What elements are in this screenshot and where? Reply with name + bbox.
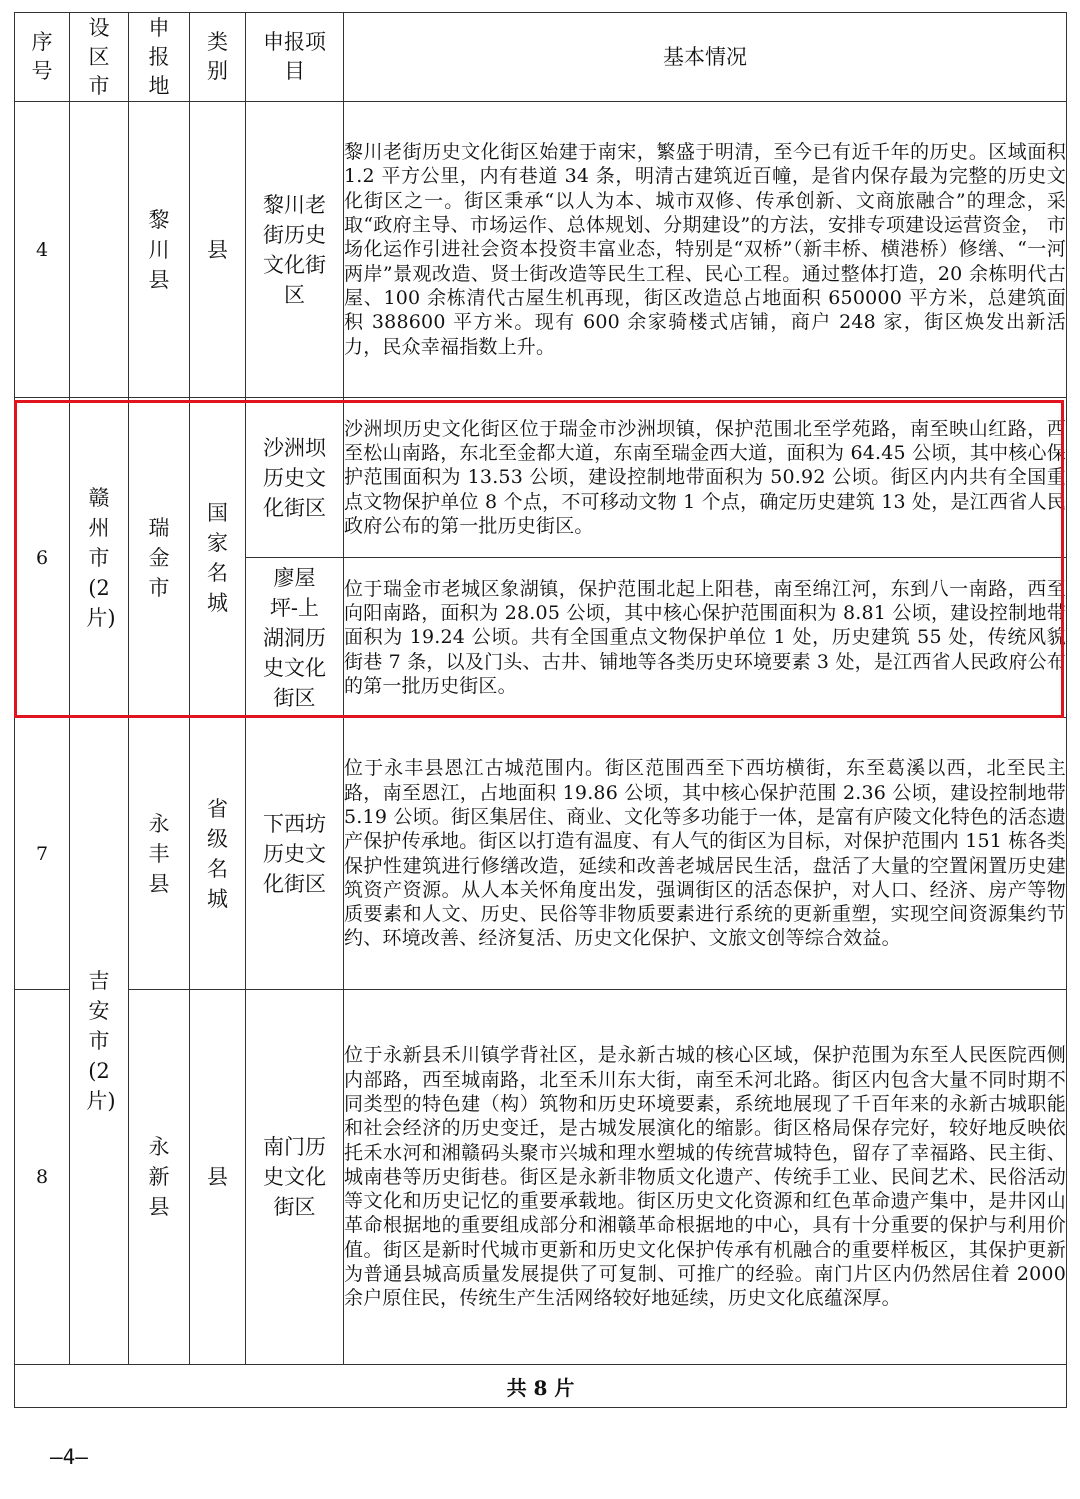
header-city: 设区市	[70, 13, 129, 102]
cell-description: 沙洲坝历史文化街区位于瑞金市沙洲坝镇，保护范围北至学苑路，南至映山红路，西至松山南路，东北至金都大道，东南至瑞金西大道，面积为 64.45 公顷，其中核心保护范围面积为 13.53 公顷，建设控制地带面积为 50.92 公顷。街区内内共有全国重点文物保护单位 8 个点，不可移动文物 1 个点，确定历史建筑 13 处，是江西省人民政府公布的第一批历史街区。	[344, 398, 1067, 558]
cell-city-empty	[70, 102, 129, 398]
cell-description: 黎川老街历史文化街区始建于南宋，繁盛于明清，至今已有近千年的历史。区域面积 1.2 平方公里，内有巷道 34 条，明清古建筑近百幢，是省内保存最为完整的历史文化街区之一。街区秉承“以人为本、城市双修、传承创新、文商旅融合”的理念，采取“政府主导、市场运作、总体规划、分期建设”的方法，安排专项建设运营资金， 市场化运作引进社会资本投资丰富业态，特别是“双桥”（新丰桥、横港桥）修缮、“一河两岸”景观改造、贤士街改造等民生工程、民心工程。通过整体打造，20 余栋明代古屋、100 余栋清代古屋生机再现，街区改造总占地面积 650000 平方米，总建筑面积 388600 平方米。现有 600 余家骑楼式店铺，商户 248 家，街区焕发出新活力，民众幸福指数上升。	[344, 102, 1067, 398]
table-row	[15, 990, 1067, 1365]
cell-type: 国家名城	[190, 398, 246, 718]
cell-seq: 4	[15, 102, 70, 398]
cell-project: 沙洲坝历史文化街区	[246, 398, 344, 558]
cell-type: 县	[190, 102, 246, 398]
cell-place: 瑞金市	[129, 398, 190, 718]
cell-city: 赣州市(2片)	[70, 398, 129, 718]
table-header-row	[15, 13, 1067, 102]
cell-description: 位于永新县禾川镇学背社区，是永新古城的核心区域，保护范围为东至人民医院西侧内部路，西至城南路，北至禾川东大街，南至禾河北路。街区内包含大量不同时期不同类型的特色建（构）筑物和历史环境要素，系统地展现了千百年来的永新古城职能和社会经济的历史变迁，是古城发展演化的缩影。街区格局保存完好，较好地反映依托禾水河和湘赣码头聚市兴城和理水塑城的传统营城特色，留存了幸福路、民主街、城南巷等历史街巷。街区是永新非物质文化遗产、传统手工业、民间艺术、民俗活动等文化和历史记忆的重要承载地。街区历史文化资源和红色革命遗产集中，是井冈山革命根据地的重要组成部分和湘赣革命根据地的中心，具有十分重要的保护与利用价值。街区是新时代城市更新和历史文化保护传承有机融合的重要样板区，其保护更新为普通县城高质量发展提供了可复制、可推广的经验。南门片区内仍然居住着 2000 余户原住民，传统生产生活网络较好地延续，历史文化底蕴深厚。	[344, 990, 1067, 1365]
cell-project: 下西坊历史文化街区	[246, 718, 344, 990]
cell-description: 位于瑞金市老城区象湖镇，保护范围北起上阳巷，南至绵江河，东到八一南路，西至向阳南路，面积为 28.05 公顷，其中核心保护范围面积为 8.81 公顷，建设控制地带面积为 19.24 公顷。共有全国重点文物保护单位 1 处，历史建筑 55 处，传统风貌街巷 7 条，以及门头、古井、铺地等各类历史环境要素 3 处，是江西省人民政府公布的第一批历史街区。	[344, 558, 1067, 718]
cell-description: 位于永丰县恩江古城范围内。街区范围西至下西坊横街，东至葛溪以西，北至民主路，南至恩江，占地面积 19.86 公顷，其中核心保护范围 2.36 公顷，建设控制地带 5.19 公顷。街区集居住、商业、文化等多功能于一体，是富有庐陵文化特色的活态遗产保护传承地。街区以打造有温度、有人气的街区为目标，对保护范围内 151 栋各类保护性建筑进行修缮改造，延续和改善老城居民生活，盘活了大量的空置闲置历史建筑资产资源。从人本关怀角度出发，强调街区的活态保护，对人口、经济、房产等物质要素和人文、历史、民俗等非物质要素进行系统的更新重塑，实现空间资源集约节约、环境改善、经济复活、历史文化保护、文旅文创等综合效益。	[344, 718, 1067, 990]
header-type: 类别	[190, 13, 246, 102]
cell-city: 吉安市(2片)	[70, 718, 129, 1365]
header-place: 申报地	[129, 13, 190, 102]
cell-place: 永丰县	[129, 718, 190, 990]
cell-project: 南门历史文化街区	[246, 990, 344, 1365]
cell-place: 永新县	[129, 990, 190, 1365]
cell-seq: 6	[15, 398, 70, 718]
cell-project: 廖屋坪-上湖洞历史文化街区	[246, 558, 344, 718]
table-row	[15, 398, 1067, 558]
header-project: 申报项目	[246, 13, 344, 102]
heritage-district-table	[14, 12, 1067, 1408]
cell-project: 黎川老街历史文化街区	[246, 102, 344, 398]
cell-place: 黎川县	[129, 102, 190, 398]
cell-type: 县	[190, 990, 246, 1365]
total-count: 共 8 片	[15, 1365, 1067, 1408]
page-number: —4—	[50, 1445, 88, 1469]
cell-seq: 7	[15, 718, 70, 990]
header-desc: 基本情况	[344, 13, 1067, 102]
table-row	[15, 718, 1067, 990]
header-seq: 序号	[15, 13, 70, 102]
table-total-row	[15, 1365, 1067, 1408]
cell-seq: 8	[15, 990, 70, 1365]
table-row	[15, 102, 1067, 398]
cell-type: 省级名城	[190, 718, 246, 990]
